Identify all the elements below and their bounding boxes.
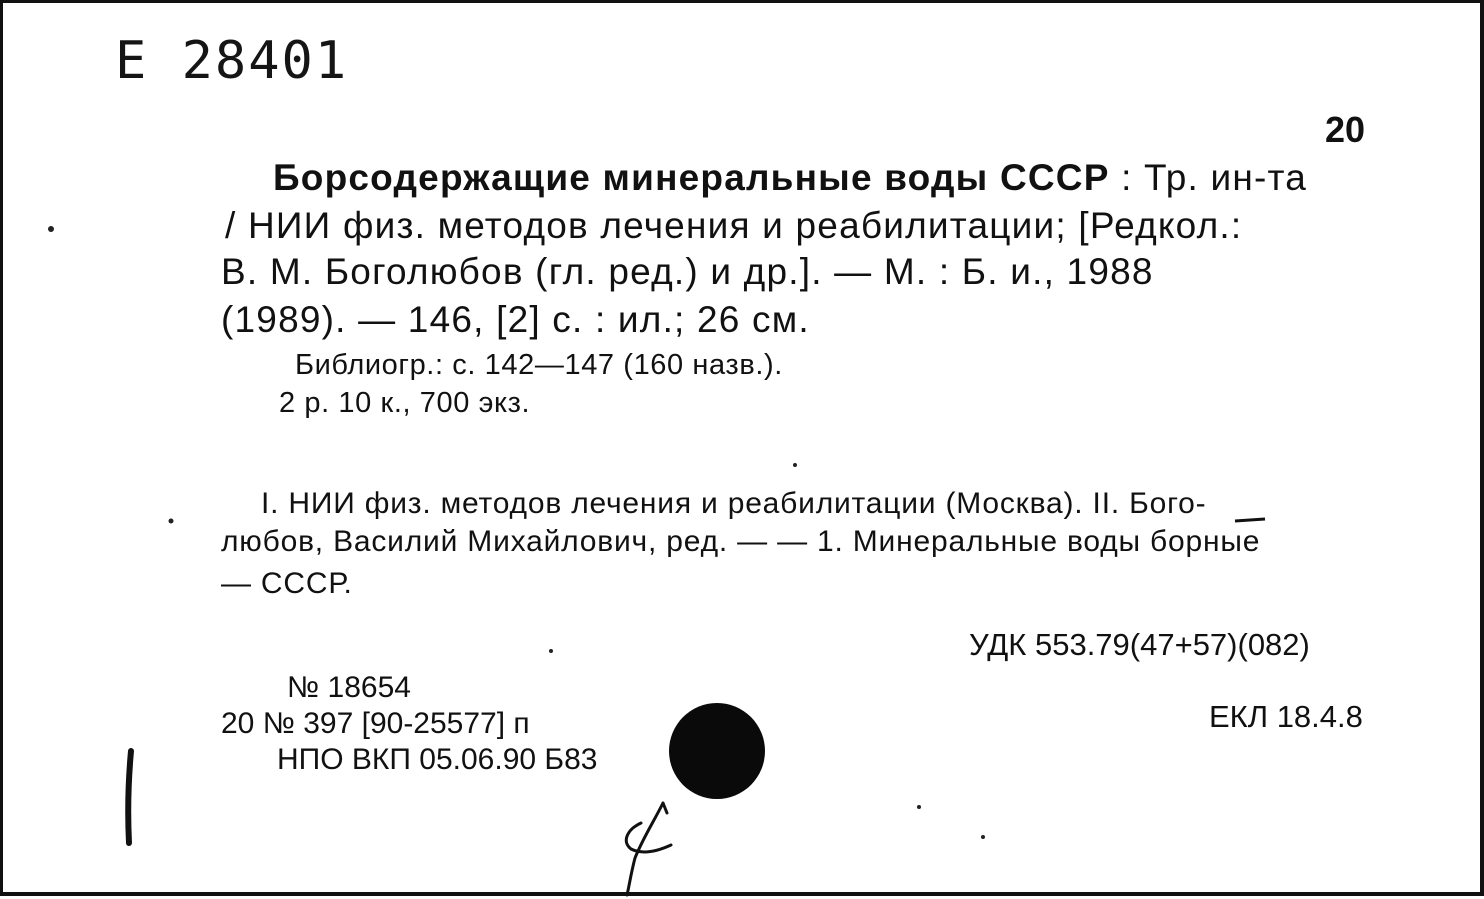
handwritten-mark-icon — [626, 803, 671, 895]
entry-line-3: В. М. Боголюбов (гл. ред.) и др.]. — М. : Б. и., 1988 — [221, 251, 1154, 292]
speck — [549, 649, 553, 653]
ekl-code: ЕКЛ 18.4.8 — [1209, 699, 1363, 734]
price-note: 2 р. 10 к., 700 экз. — [279, 387, 531, 419]
entry-line-2: / НИИ физ. методов лечения и реабилитации; [Редкол.: — [225, 205, 1243, 246]
shelfmark: E 28401 — [115, 31, 349, 91]
speck — [48, 226, 54, 232]
tracing-line-1: I. НИИ физ. методов лечения и реабилитации (Москва). II. Бого- — [261, 487, 1207, 520]
speck — [793, 463, 797, 467]
underline-mark — [1235, 519, 1265, 521]
udk-code: УДК 553.79(47+57)(082) — [969, 627, 1310, 662]
speck — [981, 835, 985, 839]
pen-mark-left — [128, 751, 131, 843]
entry-title-rest: : Тр. ин-та — [1109, 157, 1308, 198]
npo-imprint: НПО ВКП 05.06.90 Б83 — [277, 743, 598, 776]
card-number: 20 — [1325, 109, 1366, 150]
tracing-line-2: любов, Василий Михайлович, ред. — — 1. Минеральные воды борные — [221, 525, 1261, 558]
bibliography-note: Библиогр.: с. 142—147 (160 назв.). — [295, 349, 783, 381]
accession-number: № 18654 — [287, 671, 411, 704]
ink-marks — [3, 3, 1484, 899]
speck — [917, 805, 921, 809]
tracing-line-3: — СССР. — [221, 567, 353, 600]
print-order: 20 № 397 [90-25577] п — [221, 707, 530, 740]
entry-title: Борсодержащие минеральные воды СССР — [273, 157, 1110, 198]
entry-line-4: (1989). — 146, [2] с. : ил.; 26 см. — [221, 299, 810, 340]
speck — [169, 519, 174, 524]
